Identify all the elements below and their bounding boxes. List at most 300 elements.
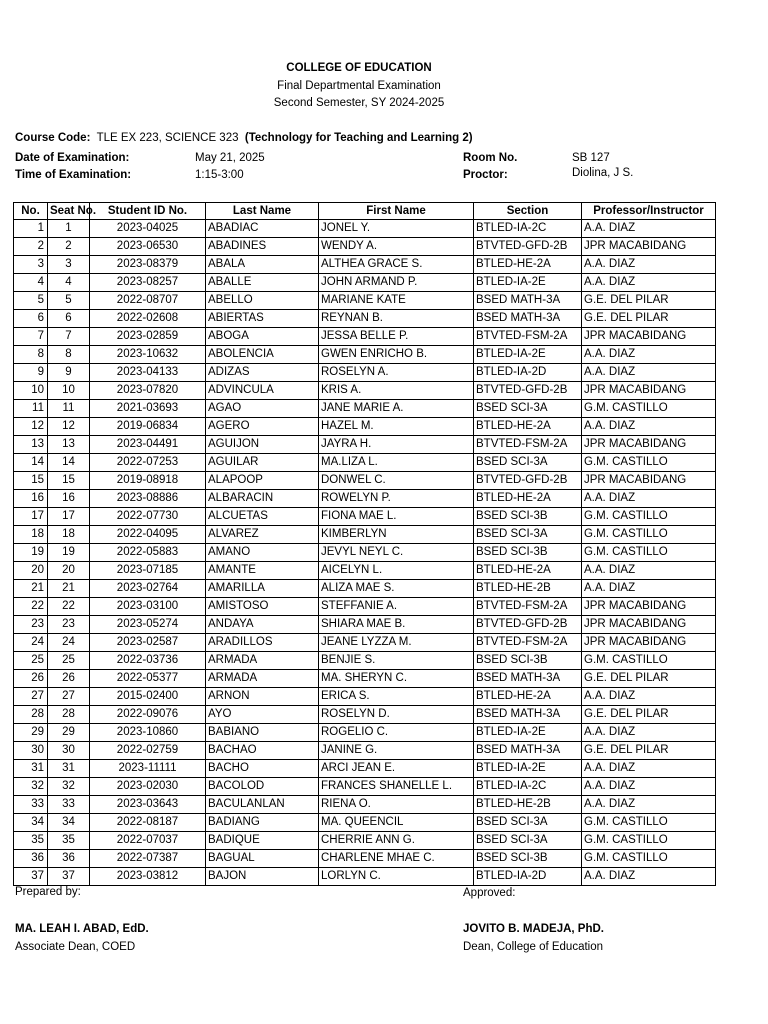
- cell-last-name: AYO: [206, 706, 319, 724]
- cell-no: 2: [14, 238, 48, 256]
- cell-section: BTVTED-GFD-2B: [474, 238, 582, 256]
- cell-professor: G.M. CASTILLO: [582, 832, 716, 850]
- cell-professor: A.A. DIAZ: [582, 796, 716, 814]
- cell-first-name: ROSELYN D.: [319, 706, 474, 724]
- cell-last-name: ADVINCULA: [206, 382, 319, 400]
- cell-professor: A.A. DIAZ: [582, 760, 716, 778]
- semester-line: Second Semester, SY 2024-2025: [273, 97, 445, 109]
- cell-student-id: 2023-08886: [90, 490, 206, 508]
- cell-section: BTLED-IA-2D: [474, 868, 582, 886]
- cell-student-id: 2023-03100: [90, 598, 206, 616]
- cell-first-name: RIENA O.: [319, 796, 474, 814]
- col-header-student-id: Student ID No.: [90, 203, 206, 220]
- prepared-by-label: Prepared by:: [15, 886, 81, 898]
- cell-last-name: AMANO: [206, 544, 319, 562]
- cell-professor: A.A. DIAZ: [582, 868, 716, 886]
- cell-last-name: BACHO: [206, 760, 319, 778]
- preparer-title: Associate Dean, COED: [15, 941, 136, 953]
- col-header-no: No.: [14, 203, 48, 220]
- cell-no: 13: [14, 436, 48, 454]
- cell-first-name: LORLYN C.: [319, 868, 474, 886]
- cell-section: BSED SCI-3A: [474, 454, 582, 472]
- cell-section: BTLED-HE-2B: [474, 796, 582, 814]
- cell-section: BTLED-HE-2A: [474, 490, 582, 508]
- cell-student-id: 2022-03736: [90, 652, 206, 670]
- cell-no: 24: [14, 634, 48, 652]
- cell-last-name: ARMADA: [206, 652, 319, 670]
- approver-name: JOVITO B. MADEJA, PhD.: [463, 923, 605, 935]
- cell-section: BSED SCI-3B: [474, 850, 582, 868]
- cell-professor: G.M. CASTILLO: [582, 652, 716, 670]
- table-row: [14, 310, 716, 328]
- cell-section: BTVTED-GFD-2B: [474, 472, 582, 490]
- cell-first-name: ERICA S.: [319, 688, 474, 706]
- cell-section: BTLED-HE-2A: [474, 688, 582, 706]
- cell-section: BTLED-IA-2E: [474, 346, 582, 364]
- cell-no: 16: [14, 490, 48, 508]
- cell-student-id: 2023-08257: [90, 274, 206, 292]
- cell-student-id: 2019-08918: [90, 472, 206, 490]
- cell-no: 21: [14, 580, 48, 598]
- table-row: [14, 436, 716, 454]
- cell-first-name: ALTHEA GRACE S.: [319, 256, 474, 274]
- cell-section: BSED MATH-3A: [474, 670, 582, 688]
- cell-student-id: 2023-02764: [90, 580, 206, 598]
- cell-professor: JPR MACABIDANG: [582, 634, 716, 652]
- proctor-value: Diolina, J S.: [572, 167, 634, 179]
- cell-last-name: ABELLO: [206, 292, 319, 310]
- cell-professor: A.A. DIAZ: [582, 490, 716, 508]
- table-row: [14, 742, 716, 760]
- cell-first-name: CHERRIE ANN G.: [319, 832, 474, 850]
- cell-seat-no: 14: [48, 454, 90, 472]
- cell-no: 28: [14, 706, 48, 724]
- cell-last-name: BADIQUE: [206, 832, 319, 850]
- cell-last-name: ARMADA: [206, 670, 319, 688]
- cell-no: 17: [14, 508, 48, 526]
- cell-first-name: JANINE G.: [319, 742, 474, 760]
- cell-first-name: MARIANE KATE: [319, 292, 474, 310]
- cell-first-name: BENJIE S.: [319, 652, 474, 670]
- cell-no: 37: [14, 868, 48, 886]
- cell-section: BTVTED-FSM-2A: [474, 598, 582, 616]
- cell-professor: G.E. DEL PILAR: [582, 292, 716, 310]
- cell-professor: JPR MACABIDANG: [582, 598, 716, 616]
- cell-seat-no: 6: [48, 310, 90, 328]
- table-row: [14, 526, 716, 544]
- cell-no: 33: [14, 796, 48, 814]
- cell-seat-no: 5: [48, 292, 90, 310]
- cell-last-name: AMISTOSO: [206, 598, 319, 616]
- cell-section: BSED MATH-3A: [474, 310, 582, 328]
- cell-last-name: ABIERTAS: [206, 310, 319, 328]
- cell-no: 18: [14, 526, 48, 544]
- table-row: [14, 562, 716, 580]
- cell-section: BTLED-HE-2B: [474, 580, 582, 598]
- cell-student-id: 2023-06530: [90, 238, 206, 256]
- cell-no: 1: [14, 220, 48, 238]
- cell-no: 12: [14, 418, 48, 436]
- cell-section: BTVTED-FSM-2A: [474, 634, 582, 652]
- cell-student-id: 2023-02859: [90, 328, 206, 346]
- cell-seat-no: 1: [48, 220, 90, 238]
- cell-seat-no: 34: [48, 814, 90, 832]
- cell-no: 27: [14, 688, 48, 706]
- room-value: SB 127: [572, 152, 610, 164]
- cell-last-name: AMANTE: [206, 562, 319, 580]
- cell-no: 9: [14, 364, 48, 382]
- cell-professor: JPR MACABIDANG: [582, 436, 716, 454]
- cell-professor: G.E. DEL PILAR: [582, 310, 716, 328]
- cell-last-name: AGUIJON: [206, 436, 319, 454]
- cell-last-name: ALCUETAS: [206, 508, 319, 526]
- cell-seat-no: 31: [48, 760, 90, 778]
- cell-student-id: 2023-03643: [90, 796, 206, 814]
- cell-professor: G.M. CASTILLO: [582, 850, 716, 868]
- table-row: [14, 454, 716, 472]
- col-header-professor: Professor/Instructor: [582, 203, 716, 220]
- cell-last-name: ABADINES: [206, 238, 319, 256]
- table-row: [14, 580, 716, 598]
- cell-seat-no: 16: [48, 490, 90, 508]
- cell-last-name: ABOGA: [206, 328, 319, 346]
- cell-first-name: ROGELIO C.: [319, 724, 474, 742]
- cell-student-id: 2022-09076: [90, 706, 206, 724]
- time-value: 1:15-3:00: [195, 169, 244, 181]
- cell-professor: A.A. DIAZ: [582, 256, 716, 274]
- cell-no: 35: [14, 832, 48, 850]
- cell-student-id: 2021-03693: [90, 400, 206, 418]
- cell-last-name: ALBARACIN: [206, 490, 319, 508]
- cell-seat-no: 37: [48, 868, 90, 886]
- cell-seat-no: 17: [48, 508, 90, 526]
- cell-professor: A.A. DIAZ: [582, 346, 716, 364]
- cell-student-id: 2015-02400: [90, 688, 206, 706]
- cell-section: BSED SCI-3B: [474, 508, 582, 526]
- cell-first-name: SHIARA MAE B.: [319, 616, 474, 634]
- cell-seat-no: 4: [48, 274, 90, 292]
- cell-section: BSED SCI-3A: [474, 832, 582, 850]
- cell-no: 14: [14, 454, 48, 472]
- table-row: [14, 760, 716, 778]
- cell-first-name: MA. SHERYN C.: [319, 670, 474, 688]
- cell-seat-no: 18: [48, 526, 90, 544]
- table-row: [14, 688, 716, 706]
- cell-section: BTVTED-GFD-2B: [474, 616, 582, 634]
- cell-section: BTVTED-GFD-2B: [474, 382, 582, 400]
- cell-last-name: BACULANLAN: [206, 796, 319, 814]
- preparer-name: MA. LEAH I. ABAD, EdD.: [15, 923, 149, 935]
- col-header-section: Section: [474, 203, 582, 220]
- cell-section: BTLED-IA-2C: [474, 778, 582, 796]
- table-row: [14, 346, 716, 364]
- cell-first-name: MA.LIZA L.: [319, 454, 474, 472]
- cell-seat-no: 23: [48, 616, 90, 634]
- cell-last-name: ANDAYA: [206, 616, 319, 634]
- cell-section: BSED MATH-3A: [474, 292, 582, 310]
- cell-section: BTLED-IA-2E: [474, 274, 582, 292]
- cell-first-name: KRIS A.: [319, 382, 474, 400]
- cell-first-name: REYNAN B.: [319, 310, 474, 328]
- cell-first-name: CHARLENE MHAE C.: [319, 850, 474, 868]
- cell-section: BSED MATH-3A: [474, 706, 582, 724]
- cell-seat-no: 28: [48, 706, 90, 724]
- cell-first-name: AICELYN L.: [319, 562, 474, 580]
- cell-seat-no: 25: [48, 652, 90, 670]
- cell-student-id: 2022-07730: [90, 508, 206, 526]
- cell-no: 11: [14, 400, 48, 418]
- table-row: [14, 706, 716, 724]
- cell-seat-no: 13: [48, 436, 90, 454]
- cell-seat-no: 27: [48, 688, 90, 706]
- cell-professor: A.A. DIAZ: [582, 724, 716, 742]
- cell-professor: G.E. DEL PILAR: [582, 742, 716, 760]
- cell-no: 3: [14, 256, 48, 274]
- cell-no: 26: [14, 670, 48, 688]
- cell-professor: G.M. CASTILLO: [582, 400, 716, 418]
- table-row: [14, 832, 716, 850]
- table-row: [14, 778, 716, 796]
- cell-first-name: JEANE LYZZA M.: [319, 634, 474, 652]
- cell-section: BTLED-IA-2E: [474, 724, 582, 742]
- cell-section: BTLED-IA-2E: [474, 760, 582, 778]
- cell-first-name: STEFFANIE A.: [319, 598, 474, 616]
- cell-section: BTVTED-FSM-2A: [474, 436, 582, 454]
- cell-section: BTVTED-FSM-2A: [474, 328, 582, 346]
- cell-no: 31: [14, 760, 48, 778]
- course-title: (Technology for Teaching and Learning 2): [244, 132, 473, 144]
- cell-last-name: ARNON: [206, 688, 319, 706]
- exam-roster-table: [13, 202, 716, 886]
- cell-professor: A.A. DIAZ: [582, 274, 716, 292]
- cell-no: 34: [14, 814, 48, 832]
- cell-first-name: FIONA MAE L.: [319, 508, 474, 526]
- cell-student-id: 2022-02608: [90, 310, 206, 328]
- cell-student-id: 2022-07037: [90, 832, 206, 850]
- cell-seat-no: 29: [48, 724, 90, 742]
- table-row: [14, 544, 716, 562]
- cell-student-id: 2023-10632: [90, 346, 206, 364]
- cell-professor: G.M. CASTILLO: [582, 544, 716, 562]
- cell-seat-no: 20: [48, 562, 90, 580]
- cell-professor: G.E. DEL PILAR: [582, 706, 716, 724]
- cell-section: BSED SCI-3B: [474, 652, 582, 670]
- room-label: Room No.: [463, 152, 518, 164]
- cell-seat-no: 8: [48, 346, 90, 364]
- cell-no: 15: [14, 472, 48, 490]
- table-row: [14, 256, 716, 274]
- table-row: [14, 616, 716, 634]
- cell-first-name: KIMBERLYN: [319, 526, 474, 544]
- cell-student-id: 2023-05274: [90, 616, 206, 634]
- table-row: [14, 382, 716, 400]
- cell-section: BTLED-HE-2A: [474, 418, 582, 436]
- course-line: [15, 132, 473, 144]
- cell-section: BSED MATH-3A: [474, 742, 582, 760]
- table-row: [14, 274, 716, 292]
- cell-first-name: MA. QUEENCIL: [319, 814, 474, 832]
- cell-seat-no: 36: [48, 850, 90, 868]
- cell-no: 10: [14, 382, 48, 400]
- cell-professor: G.M. CASTILLO: [582, 508, 716, 526]
- cell-student-id: 2022-08707: [90, 292, 206, 310]
- cell-seat-no: 32: [48, 778, 90, 796]
- table-row: [14, 868, 716, 886]
- cell-last-name: BADIANG: [206, 814, 319, 832]
- cell-first-name: JEVYL NEYL C.: [319, 544, 474, 562]
- table-row: [14, 598, 716, 616]
- cell-professor: A.A. DIAZ: [582, 580, 716, 598]
- table-row: [14, 796, 716, 814]
- cell-last-name: BAJON: [206, 868, 319, 886]
- cell-student-id: 2019-06834: [90, 418, 206, 436]
- cell-student-id: 2022-08187: [90, 814, 206, 832]
- cell-seat-no: 22: [48, 598, 90, 616]
- table-row: [14, 724, 716, 742]
- date-value: May 21, 2025: [195, 152, 265, 164]
- approver-title: Dean, College of Education: [463, 941, 604, 953]
- cell-no: 7: [14, 328, 48, 346]
- date-label: Date of Examination:: [15, 152, 130, 164]
- cell-professor: JPR MACABIDANG: [582, 472, 716, 490]
- course-codes: TLE EX 223, SCIENCE 323: [96, 132, 239, 144]
- cell-last-name: AGERO: [206, 418, 319, 436]
- cell-no: 4: [14, 274, 48, 292]
- course-code-label: Course Code:: [15, 132, 91, 144]
- cell-last-name: BABIANO: [206, 724, 319, 742]
- cell-seat-no: 33: [48, 796, 90, 814]
- cell-no: 8: [14, 346, 48, 364]
- cell-first-name: HAZEL M.: [319, 418, 474, 436]
- cell-first-name: WENDY A.: [319, 238, 474, 256]
- cell-last-name: AGUILAR: [206, 454, 319, 472]
- cell-seat-no: 35: [48, 832, 90, 850]
- cell-professor: A.A. DIAZ: [582, 418, 716, 436]
- cell-professor: A.A. DIAZ: [582, 688, 716, 706]
- table-body: [14, 220, 716, 886]
- col-header-last-name: Last Name: [206, 203, 319, 220]
- approved-label: Approved:: [463, 887, 516, 899]
- table-row: [14, 814, 716, 832]
- cell-seat-no: 2: [48, 238, 90, 256]
- cell-student-id: 2022-05883: [90, 544, 206, 562]
- cell-first-name: JOHN ARMAND P.: [319, 274, 474, 292]
- table-row: [14, 328, 716, 346]
- cell-first-name: ALIZA MAE S.: [319, 580, 474, 598]
- cell-student-id: 2022-07387: [90, 850, 206, 868]
- cell-first-name: JONEL Y.: [319, 220, 474, 238]
- cell-last-name: ABALA: [206, 256, 319, 274]
- cell-last-name: ALAPOOP: [206, 472, 319, 490]
- cell-first-name: JESSA BELLE P.: [319, 328, 474, 346]
- cell-no: 6: [14, 310, 48, 328]
- cell-professor: JPR MACABIDANG: [582, 238, 716, 256]
- col-header-first-name: First Name: [319, 203, 474, 220]
- cell-student-id: 2023-08379: [90, 256, 206, 274]
- cell-first-name: ROWELYN P.: [319, 490, 474, 508]
- cell-no: 29: [14, 724, 48, 742]
- cell-student-id: 2022-02759: [90, 742, 206, 760]
- table-row: [14, 220, 716, 238]
- cell-professor: G.M. CASTILLO: [582, 814, 716, 832]
- cell-no: 32: [14, 778, 48, 796]
- cell-no: 36: [14, 850, 48, 868]
- cell-professor: JPR MACABIDANG: [582, 382, 716, 400]
- cell-seat-no: 3: [48, 256, 90, 274]
- cell-last-name: ABOLENCIA: [206, 346, 319, 364]
- college-heading: COLLEGE OF EDUCATION: [286, 62, 432, 74]
- table-row: [14, 418, 716, 436]
- table-row: [14, 364, 716, 382]
- cell-professor: G.E. DEL PILAR: [582, 670, 716, 688]
- cell-last-name: ABALLE: [206, 274, 319, 292]
- cell-no: 30: [14, 742, 48, 760]
- table-row: [14, 634, 716, 652]
- table-row: [14, 490, 716, 508]
- cell-seat-no: 19: [48, 544, 90, 562]
- cell-student-id: 2023-03812: [90, 868, 206, 886]
- cell-first-name: DONWEL C.: [319, 472, 474, 490]
- cell-seat-no: 12: [48, 418, 90, 436]
- cell-first-name: ARCI JEAN E.: [319, 760, 474, 778]
- cell-professor: G.M. CASTILLO: [582, 454, 716, 472]
- cell-seat-no: 11: [48, 400, 90, 418]
- cell-first-name: ROSELYN A.: [319, 364, 474, 382]
- cell-professor: A.A. DIAZ: [582, 364, 716, 382]
- cell-section: BSED SCI-3B: [474, 544, 582, 562]
- proctor-label: Proctor:: [463, 169, 508, 181]
- cell-seat-no: 24: [48, 634, 90, 652]
- cell-no: 19: [14, 544, 48, 562]
- cell-professor: G.M. CASTILLO: [582, 526, 716, 544]
- table-header-row: [14, 203, 716, 220]
- table-row: [14, 238, 716, 256]
- table-row: [14, 400, 716, 418]
- cell-no: 23: [14, 616, 48, 634]
- cell-section: BTLED-HE-2A: [474, 256, 582, 274]
- cell-student-id: 2023-10860: [90, 724, 206, 742]
- cell-first-name: JANE MARIE A.: [319, 400, 474, 418]
- cell-seat-no: 7: [48, 328, 90, 346]
- table-row: [14, 670, 716, 688]
- cell-seat-no: 15: [48, 472, 90, 490]
- cell-student-id: 2023-04133: [90, 364, 206, 382]
- cell-student-id: 2022-07253: [90, 454, 206, 472]
- cell-professor: JPR MACABIDANG: [582, 328, 716, 346]
- cell-student-id: 2023-02030: [90, 778, 206, 796]
- cell-first-name: GWEN ENRICHO B.: [319, 346, 474, 364]
- cell-student-id: 2023-02587: [90, 634, 206, 652]
- cell-seat-no: 26: [48, 670, 90, 688]
- cell-professor: A.A. DIAZ: [582, 778, 716, 796]
- table-row: [14, 850, 716, 868]
- cell-section: BSED SCI-3A: [474, 526, 582, 544]
- col-header-seat: Seat No.: [48, 203, 90, 220]
- cell-section: BTLED-IA-2D: [474, 364, 582, 382]
- table-row: [14, 508, 716, 526]
- cell-student-id: 2022-05377: [90, 670, 206, 688]
- cell-professor: A.A. DIAZ: [582, 220, 716, 238]
- table-row: [14, 472, 716, 490]
- cell-last-name: BAGUAL: [206, 850, 319, 868]
- cell-no: 25: [14, 652, 48, 670]
- exam-title: Final Departmental Examination: [277, 80, 441, 92]
- cell-no: 20: [14, 562, 48, 580]
- table-row: [14, 292, 716, 310]
- cell-section: BTLED-IA-2C: [474, 220, 582, 238]
- cell-last-name: AGAO: [206, 400, 319, 418]
- cell-professor: JPR MACABIDANG: [582, 616, 716, 634]
